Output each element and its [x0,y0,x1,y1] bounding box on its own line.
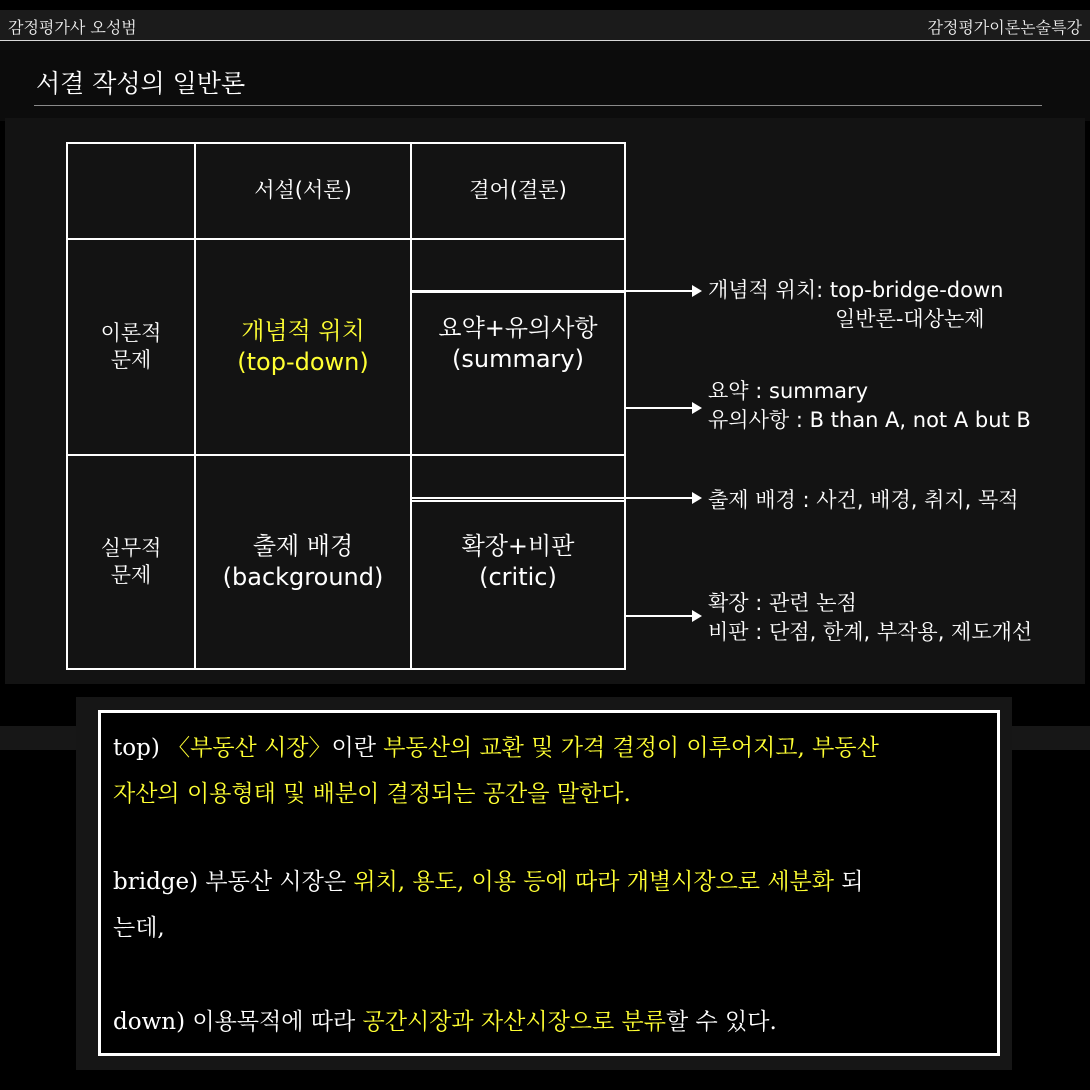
para-text: down) 이용목적에 따라 [113,1009,363,1035]
cell-text: 출제 배경 [252,531,354,560]
note-background: 출제 배경 : 사건, 배경, 취지, 목적 [708,488,1019,512]
para-text: top) [113,735,168,761]
page-title: 서결 작성의 일반론 [36,69,246,98]
cell-text: (background) [222,563,384,591]
table-hline [410,500,624,502]
cell-text: 확장+비판 [461,531,575,560]
arrow-line [624,407,694,409]
cell-text: 개념적 위치 [241,316,365,345]
conclusion-theory-cell [412,293,624,395]
row-label-practice [68,456,194,668]
para-highlight: 위치, 용도, 이용 등에 따라 개별시장으로 세분화 [353,869,834,895]
example-paragraph-bridge [113,859,988,951]
intro-practice-cell [196,456,410,668]
arrow-head-icon [692,492,702,504]
cell-text: (summary) [452,345,584,373]
cell-text: (top-down) [237,348,369,376]
row-label-line: 문제 [110,348,152,372]
note-summary-line1: 요약 : summary [708,379,869,403]
row-label-line: 이론적 [100,320,162,345]
note-summary-line2: 유의사항 : B than A, not A but B [708,408,1031,432]
header-course: 감정평가이론논술특강 [927,18,1082,37]
para-text: 는데, [113,915,165,941]
row-label-theory [68,240,194,454]
example-box [98,710,1000,1056]
arrow-head-icon [692,285,702,297]
arrow-line [410,290,694,292]
para-text: bridge) 부동산 시장은 [113,869,354,895]
para-highlight: 〈부동산 시장〉 [167,735,332,761]
example-paragraph-top [113,725,988,817]
title-divider [34,105,1042,106]
header-bar [0,10,1090,41]
header-author: 감정평가사 오성범 [8,18,137,37]
para-highlight: 부동산의 교환 및 가격 결정이 이루어지고, 부동산 [383,735,879,761]
conclusion-practice-cell [412,506,624,618]
para-highlight: 공간시장과 자산시장으로 분류 [362,1009,666,1035]
row-label-line: 실무적 [100,535,162,560]
cell-text: (critic) [479,563,557,591]
note-critic-line1: 확장 : 관련 논점 [708,591,857,615]
table-header-conclusion: 결어(결론) [469,178,567,203]
intro-theory-cell [196,240,410,454]
arrow-head-icon [692,402,702,414]
note-critic-line2: 비판 : 단점, 한계, 부작용, 제도개선 [708,620,1033,644]
table-header-intro: 서설(서론) [254,178,352,203]
arrow-line [410,497,694,499]
para-highlight: 자산의 이용형태 및 배분이 결정되는 공간을 말한다. [113,781,631,807]
example-paragraph-down [113,999,988,1045]
note-concept-line1: 개념적 위치: top-bridge-down [708,278,1004,302]
arrow-line [624,615,694,617]
row-label-line: 문제 [110,563,152,587]
note-concept-line2: 일반론-대상논제 [835,307,985,331]
para-text: 되 [834,869,864,895]
structure-table [66,142,626,670]
para-text: 이란 [331,735,384,761]
para-text: 할 수 있다. [665,1009,777,1035]
arrow-head-icon [692,610,702,622]
cell-text: 요약+유의사항 [438,313,598,342]
